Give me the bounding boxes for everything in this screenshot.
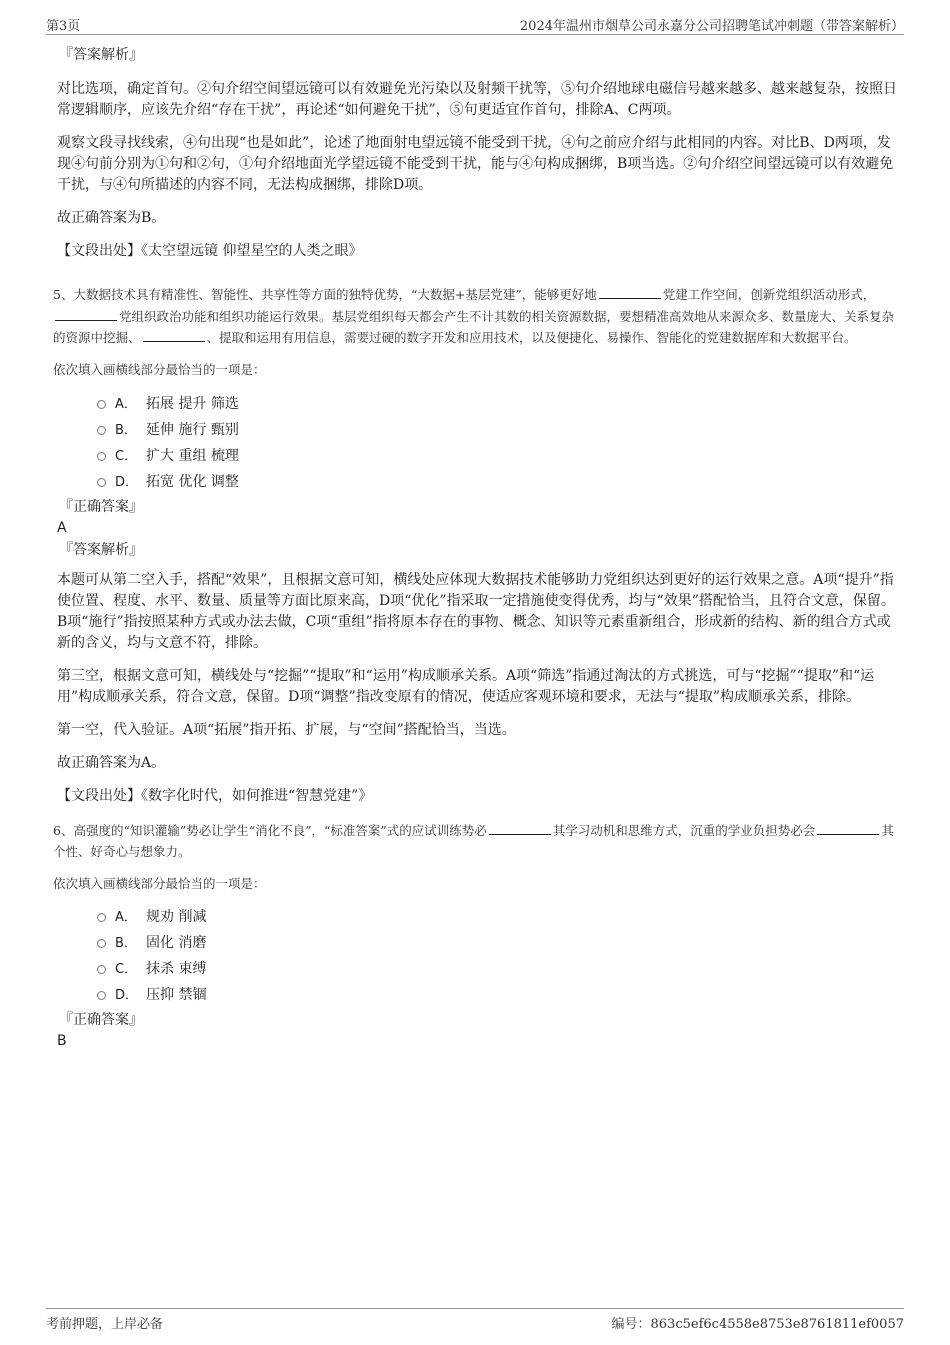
q5-options <box>97 390 897 494</box>
option-text: 抹杀 束缚 <box>146 960 207 977</box>
radio-button[interactable] <box>97 913 106 922</box>
q4-source: 【文段出处】《太空望远镜 仰望星空的人类之眼》 <box>57 243 363 259</box>
radio-button[interactable] <box>97 939 106 948</box>
q6-prompt: 依次填入画横线部分最恰当的一项是： <box>53 875 266 891</box>
question-5 <box>53 284 897 807</box>
footer-doc-id: 编号：863c5ef6c4558e8753e8761811ef0057 <box>611 1317 904 1332</box>
option-letter: A． <box>115 910 137 925</box>
q5-stem <box>53 284 897 349</box>
q4-analysis-section <box>57 44 897 262</box>
option-letter: C． <box>115 962 138 977</box>
option-text: 固化 消磨 <box>146 934 207 951</box>
q5-stem-part-2: 党建工作空间，创新党组织活动形式， <box>662 287 876 302</box>
q5-analysis-label: 『答案解析』 <box>59 541 143 558</box>
q5-analysis-para-2: 第三空，根据文意可知，横线处与“挖掘”“提取”和“运用”构成顺承关系。A项“筛选”指通过淘汰的方式挑选，可与“挖掘”“提取”和“运用”构成顺承关系，符合文意，保留。D项“调整”指改变原有的情况，使适应客观环境和要求，无法与“提取”构成顺承关系，排除。 <box>57 667 875 705</box>
radio-button[interactable] <box>97 400 106 409</box>
q6-correct-label: 『正确答案』 <box>59 1011 143 1028</box>
q5-option-c[interactable] <box>97 442 897 468</box>
q4-analysis-label: 『答案解析』 <box>59 47 143 63</box>
document-title: 2024年温州市烟草公司永嘉分公司招聘笔试冲刺题（带答案解析） <box>519 19 904 34</box>
q5-prompt: 依次填入画横线部分最恰当的一项是： <box>53 361 266 377</box>
q5-answer-conclusion: 故正确答案为A。 <box>57 754 166 771</box>
q6-option-a[interactable] <box>97 903 897 929</box>
page-number: 第3页 <box>46 19 81 34</box>
q6-stem-part-1: 6、高强度的“知识灌输”势必让学生“消化不良”，“标准答案”式的应试训练势必 <box>53 822 487 838</box>
q6-option-b[interactable] <box>97 929 897 955</box>
question-6 <box>53 820 897 1051</box>
option-text: 压抑 禁锢 <box>146 986 207 1003</box>
q5-option-b[interactable] <box>97 416 897 442</box>
blank-line <box>489 822 551 835</box>
option-text: 拓宽 优化 调整 <box>146 473 239 490</box>
q5-stem-part-1: 5、大数据技术具有精准性、智能性、共享性等方面的独特优势，“大数据+基层党建”，能够更好地 <box>53 287 597 302</box>
option-text: 拓展 提升 筛选 <box>146 395 239 412</box>
radio-button[interactable] <box>97 478 106 487</box>
q6-stem-part-2: 其学习动机和思维方式，沉重的学业负担势必会 <box>552 822 816 838</box>
q6-option-d[interactable] <box>97 981 897 1007</box>
option-text: 延伸 施行 甄别 <box>146 421 239 438</box>
option-letter: B． <box>115 936 137 951</box>
page-content <box>53 44 897 1051</box>
option-letter: B． <box>115 423 137 438</box>
radio-button[interactable] <box>97 452 106 461</box>
q5-correct-label: 『正确答案』 <box>59 498 143 515</box>
footer-slogan: 考前押题，上岸必备 <box>46 1317 164 1332</box>
radio-button[interactable] <box>97 426 106 435</box>
blank-line <box>817 822 879 835</box>
q6-correct-answer: B <box>57 1032 67 1049</box>
option-letter: C． <box>115 449 138 464</box>
q5-source: 【文段出处】《数字化时代，如何推进“智慧党建”》 <box>57 787 373 804</box>
radio-button[interactable] <box>97 991 106 1000</box>
q6-options <box>97 903 897 1007</box>
q6-stem-part-3: 其个性、好奇心与想象力。 <box>53 822 894 859</box>
q4-analysis-para-1: 对比选项，确定首句。②句介绍空间望远镜可以有效避免光污染以及射频干扰等，⑤句介绍地球电磁信号越来越多、越来越复杂，按照日常逻辑顺序，应该先介绍“存在干扰”，再论述“如何避免干扰”，⑤句更适宜作首句，排除A、C两项。 <box>57 81 897 118</box>
q5-analysis-para-1: 本题可从第二空入手，搭配“效果”，且根据文意可知，横线处应体现大数据技术能够助力党组织达到更好的运行效果之意。A项“提升”指使位置、程度、水平、数量、质量等方面比原来高，D项“优化”指采取一定措施使变得优秀，均与“效果”搭配恰当，且符合文意，保留。B项“施行”指按照某种方式或办法去做，C项“重组”指将原本存在的事物、概念、知识等元素重新组合，形成新的结构、新的组合方式或新的含义，均与文意不符，排除。 <box>57 571 895 651</box>
blank-line <box>55 308 117 321</box>
blank-line <box>143 329 205 342</box>
q6-stem <box>53 820 897 863</box>
page-header <box>46 14 904 35</box>
option-letter: D． <box>115 988 139 1003</box>
option-letter: A． <box>115 397 137 412</box>
q4-answer-conclusion: 故正确答案为B。 <box>57 210 166 226</box>
q5-correct-answer: A <box>57 519 67 536</box>
radio-button[interactable] <box>97 965 106 974</box>
q6-option-c[interactable] <box>97 955 897 981</box>
q5-stem-part-4: 、提取和运用有用信息，需要过硬的数字开发和应用技术，以及便捷化、易操作、智能化的党建数据库和大数据平台。 <box>206 330 857 345</box>
page-footer <box>46 1308 904 1333</box>
q5-option-a[interactable] <box>97 390 897 416</box>
q5-option-d[interactable] <box>97 468 897 494</box>
q4-analysis-para-2: 观察文段寻找线索，④句出现“也是如此”，论述了地面射电望远镜不能受到干扰，④句之前应介绍与此相同的内容。对比B、D两项，发现④句前分别为①句和②句，①句介绍地面光学望远镜不能受到干扰，能与④句构成捆绑，B项当选。②句介绍空间望远镜可以有效避免干扰，与④句所描述的内容不同，无法构成捆绑，排除D项。 <box>57 135 894 193</box>
option-text: 规劝 削减 <box>146 908 207 925</box>
option-letter: D． <box>115 475 139 490</box>
blank-line <box>599 286 661 299</box>
q5-analysis-para-3: 第一空，代入验证。A项“拓展”指开拓、扩展，与“空间”搭配恰当，当选。 <box>57 721 516 738</box>
option-text: 扩大 重组 梳理 <box>146 447 239 464</box>
q5-stem-part-3: 党组织政治功能和组织功能运行效果。基层党组织每天都会产生不计其数的相关资源数据，要想精准高效地从来源众多、数量庞大、关系复杂的资源中挖掘、 <box>53 308 895 345</box>
